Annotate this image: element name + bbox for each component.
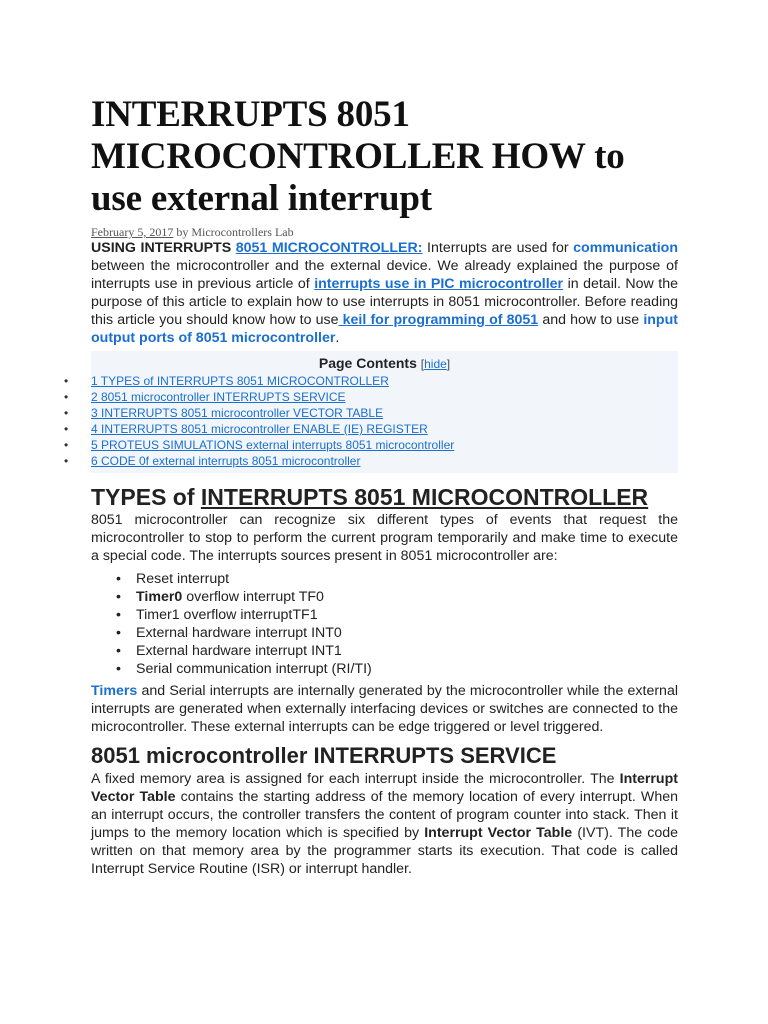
link-interrupts-pic[interactable]: interrupts use in PIC microcontroller	[314, 276, 564, 292]
toc-item: • 1 TYPES of INTERRUPTS 8051 MICROCONTROLLER	[64, 374, 389, 388]
toc-list	[64, 373, 678, 469]
table-of-contents	[64, 351, 678, 473]
toc-item: • 6 CODE 0f external interrupts 8051 microcontroller	[64, 454, 361, 468]
toc-item: • 2 8051 microcontroller INTERRUPTS SERVICE	[64, 390, 346, 404]
intro-paragraph: USING INTERRUPTS 8051 MICROCONTROLLER: Interrupts are used for communication between the microcontroller and the external device. We already explained the purpose of interrupts use in previous article of interrupts use in PIC microcontroller in detail. Now the purpose of this article to explain how to use interrupts in 8051 microcontroller. Before reading this article you should know how to use keil for programming of 8051 and how to use input output ports of 8051 microcontroller.	[91, 240, 678, 346]
toc-hide-toggle: [hide]	[420, 357, 451, 371]
link-timers[interactable]: Timers	[91, 683, 138, 699]
interrupt-sources-list	[91, 570, 678, 678]
section-heading-types-link[interactable]: INTERRUPTS 8051 MICROCONTROLLER	[200, 484, 649, 510]
types-paragraph: 8051 microcontroller can recognize six different types of events that request the microcontroller to stop to perform the current program temporarily and make time to execute a special code. The interrupts sources present in 8051 microcontroller are:	[91, 512, 678, 564]
list-item: • External hardware interrupt INT0	[116, 625, 342, 641]
link-io-ports[interactable]: input output ports of 8051 microcontroller	[91, 312, 678, 346]
toc-link-6[interactable]: 6 CODE 0f external interrupts 8051 microcontroller	[91, 454, 361, 468]
article-author: Microcontrollers Lab	[191, 225, 294, 239]
toc-link-4[interactable]: 4 INTERRUPTS 8051 microcontroller ENABLE (IE) REGISTER	[91, 422, 428, 436]
list-item: • Reset interrupt	[116, 571, 230, 587]
toc-item: • 3 INTERRUPTS 8051 microcontroller VECTOR TABLE	[64, 406, 384, 420]
list-item: • Serial communication interrupt (RI/TI)	[116, 661, 372, 677]
list-item: • Timer0 overflow interrupt TF0	[116, 589, 324, 605]
timers-paragraph: Timers and Serial interrupts are internally generated by the microcontroller while the external interrupts are generated when externally interfacing devices or switches are connected to the microcontroller. These external interrupts can be edge triggered or level triggered.	[91, 683, 678, 735]
section-heading-service: 8051 microcontroller INTERRUPTS SERVICE	[91, 743, 557, 768]
toc-link-1[interactable]: 1 TYPES of INTERRUPTS 8051 MICROCONTROLLER	[91, 374, 389, 388]
toc-item: • 4 INTERRUPTS 8051 microcontroller ENABLE (IE) REGISTER	[64, 422, 428, 436]
service-paragraph: A fixed memory area is assigned for each interrupt inside the microcontroller. The Interrupt Vector Table contains the starting address of the memory location of every interrupt. When an interrupt occurs, the controller transfers the content of program counter into stack. Then it jumps to the memory location which is specified by Interrupt Vector Table (IVT). The code written on that memory area by the programmer starts its execution. That code is called Interrupt Service Routine (ISR) or interrupt handler.	[91, 771, 678, 877]
article-title: INTERRUPTS 8051 MICROCONTROLLER HOW to use external interrupt	[91, 94, 625, 219]
article-date-link[interactable]: February 5, 2017	[91, 225, 174, 239]
intro-lead: USING INTERRUPTS	[91, 240, 232, 256]
byline-by: by	[176, 225, 189, 239]
toc-title: Page Contents [hide]	[318, 355, 451, 371]
article-byline	[91, 225, 678, 239]
link-keil-programming[interactable]: keil for programming of 8051	[338, 312, 539, 328]
toc-link-2[interactable]: 2 8051 microcontroller INTERRUPTS SERVICE	[91, 390, 346, 404]
toc-link-5[interactable]: 5 PROTEUS SIMULATIONS external interrupts 8051 microcontroller	[91, 438, 455, 452]
section-heading-types: TYPES of INTERRUPTS 8051 MICROCONTROLLER	[91, 484, 649, 510]
list-item: • Timer1 overflow interruptTF1	[116, 607, 318, 623]
toc-hide-link[interactable]: hide	[424, 357, 447, 371]
toc-item: • 5 PROTEUS SIMULATIONS external interrupts 8051 microcontroller	[64, 438, 455, 452]
link-communication[interactable]: communication	[573, 240, 678, 256]
toc-link-3[interactable]: 3 INTERRUPTS 8051 microcontroller VECTOR TABLE	[91, 406, 384, 420]
link-8051-microcontroller[interactable]: 8051 MICROCONTROLLER:	[235, 240, 423, 256]
list-item: • External hardware interrupt INT1	[116, 643, 342, 659]
